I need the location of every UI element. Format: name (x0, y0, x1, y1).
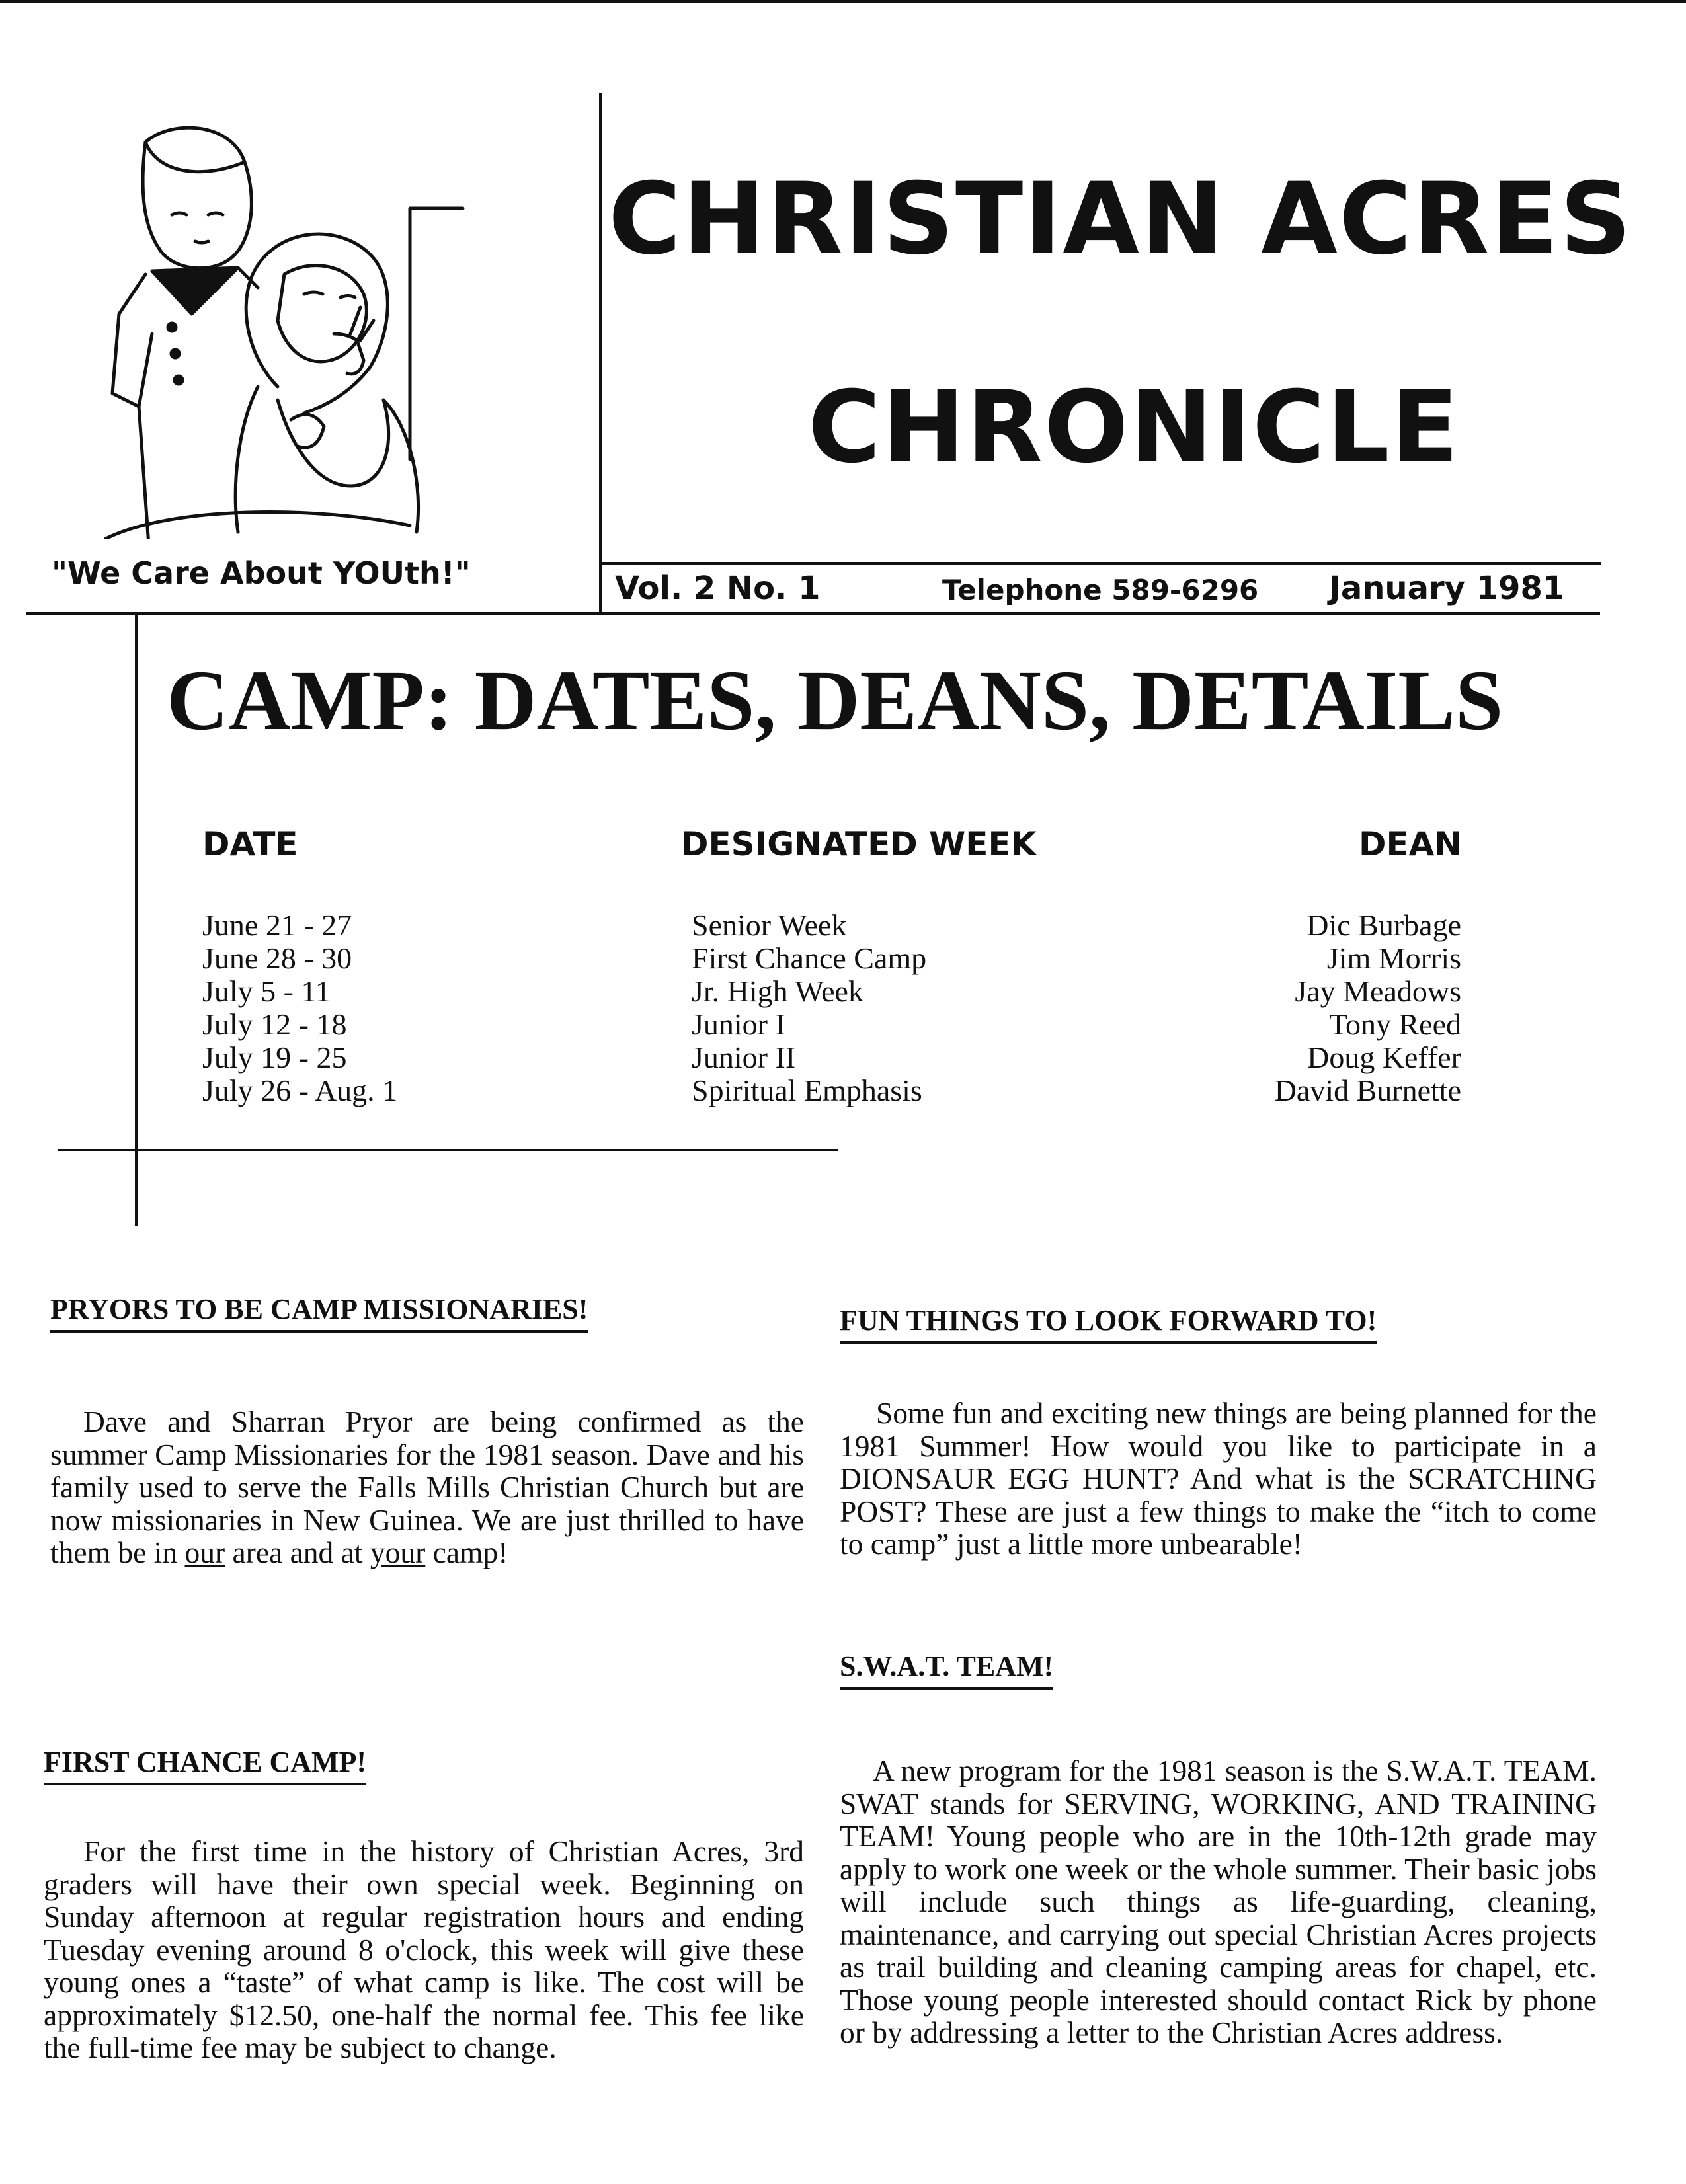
schedule-date: June 28 - 30 (202, 941, 352, 975)
pryors-section (50, 1292, 804, 1569)
schedule-weeks (692, 909, 926, 1107)
masthead-bottom-rule (26, 612, 1600, 615)
swat-title: S.W.A.T. TEAM! (840, 1649, 1053, 1690)
top-border (0, 0, 1686, 3)
schedule-date: July 5 - 11 (202, 974, 331, 1008)
schedule-bottom-rule (58, 1149, 838, 1151)
col-header-week: DESIGNATED WEEK (681, 825, 1037, 863)
camp-headline: CAMP: DATES, DEANS, DETAILS (167, 653, 1504, 748)
pryors-tail: camp! (432, 1536, 508, 1569)
infobar-top-rule (599, 562, 1601, 565)
pryors-ending: area and at (232, 1536, 363, 1569)
fun-things-section (840, 1304, 1597, 1561)
schedule-week: Spiritual Emphasis (692, 1073, 922, 1107)
schedule-date: June 21 - 27 (202, 908, 352, 942)
schedule-week: Senior Week (692, 908, 847, 942)
pryors-emphasis-our: our (184, 1536, 225, 1569)
schedule-date: July 19 - 25 (202, 1040, 347, 1074)
schedule-week: Junior I (692, 1007, 785, 1041)
first-chance-title: FIRST CHANCE CAMP! (44, 1745, 366, 1785)
children-illustration (40, 116, 469, 539)
schedule-week: Junior II (692, 1040, 796, 1074)
masthead-vertical-rule (599, 93, 602, 613)
pryors-emphasis-your: your (370, 1536, 426, 1569)
schedule-dean: Jay Meadows (1295, 974, 1461, 1008)
pryors-body (50, 1405, 804, 1569)
schedule-date: July 12 - 18 (202, 1007, 347, 1041)
masthead-title-line1: CHRISTIAN ACRES (608, 162, 1633, 277)
first-chance-section (44, 1745, 804, 2064)
swat-section (840, 1649, 1597, 2049)
slogan: "We Care About YOUth!" (52, 555, 471, 591)
masthead-title-line2: CHRONICLE (808, 370, 1461, 485)
schedule-dean: Tony Reed (1329, 1007, 1461, 1041)
fun-things-body: Some fun and exciting new things are being planned for the 1981 Summer! How would you like to participate in a DIONSAUR EGG HUNT? And what is the SCRATCHING POST? These are just a few things to make the “itch to come to camp” just a little more unbearable! (840, 1396, 1597, 1561)
col-header-date: DATE (202, 825, 298, 863)
pryors-text: Dave and Sharran Pryor are being confirmed as the summer Camp Missionaries for the 1981 season. Dave and his family used to serve the Falls Mills Christian Church but are now missionaries in New Guinea. We are just thrilled to have them be in (50, 1405, 804, 1569)
schedule-deans (1275, 909, 1461, 1107)
schedule-date: July 26 - Aug. 1 (202, 1073, 398, 1107)
fun-things-title: FUN THINGS TO LOOK FORWARD TO! (840, 1304, 1377, 1344)
schedule-dean: Doug Keffer (1307, 1040, 1461, 1074)
volume-number: Vol. 2 No. 1 (615, 570, 821, 607)
col-header-dean: DEAN (1359, 825, 1463, 863)
camp-box-left-rule (135, 612, 138, 1226)
first-chance-body: For the first time in the history of Christian Acres, 3rd graders will have their own special week. Beginning on Sunday afternoon at regular registration hours and ending Tuesday evening around 8 o'clock, this week will give these young ones a “taste” of what camp is like. The cost will be approximately $12.50, one-half the normal fee. This fee like the full-time fee may be subject to change. (44, 1834, 804, 2064)
schedule-dean: Dic Burbage (1306, 908, 1461, 942)
schedule-dates (202, 909, 397, 1107)
schedule-week: First Chance Camp (692, 941, 927, 975)
issue-date: January 1981 (1329, 570, 1565, 607)
swat-body: A new program for the 1981 season is the S.W.A.T. TEAM. SWAT stands for SERVING, WORKING, AND TRAINING TEAM! Young people who are in the 10th-12th grade may apply to work one week or the whole summer. Their basic jobs will include such things as life-guarding, cleaning, maintenance, and carrying out special Christian Acres projects as trail building and cleaning camping areas for chapel, etc. Those young people interested should contact Rick by phone or by addressing a letter to the Christian Acres address. (840, 1754, 1597, 2049)
telephone: Telephone 589-6296 (942, 574, 1259, 606)
schedule-dean: Jim Morris (1326, 941, 1461, 975)
pryors-title: PRYORS TO BE CAMP MISSIONARIES! (50, 1292, 588, 1333)
schedule-dean: David Burnette (1274, 1073, 1461, 1107)
schedule-week: Jr. High Week (692, 974, 863, 1008)
